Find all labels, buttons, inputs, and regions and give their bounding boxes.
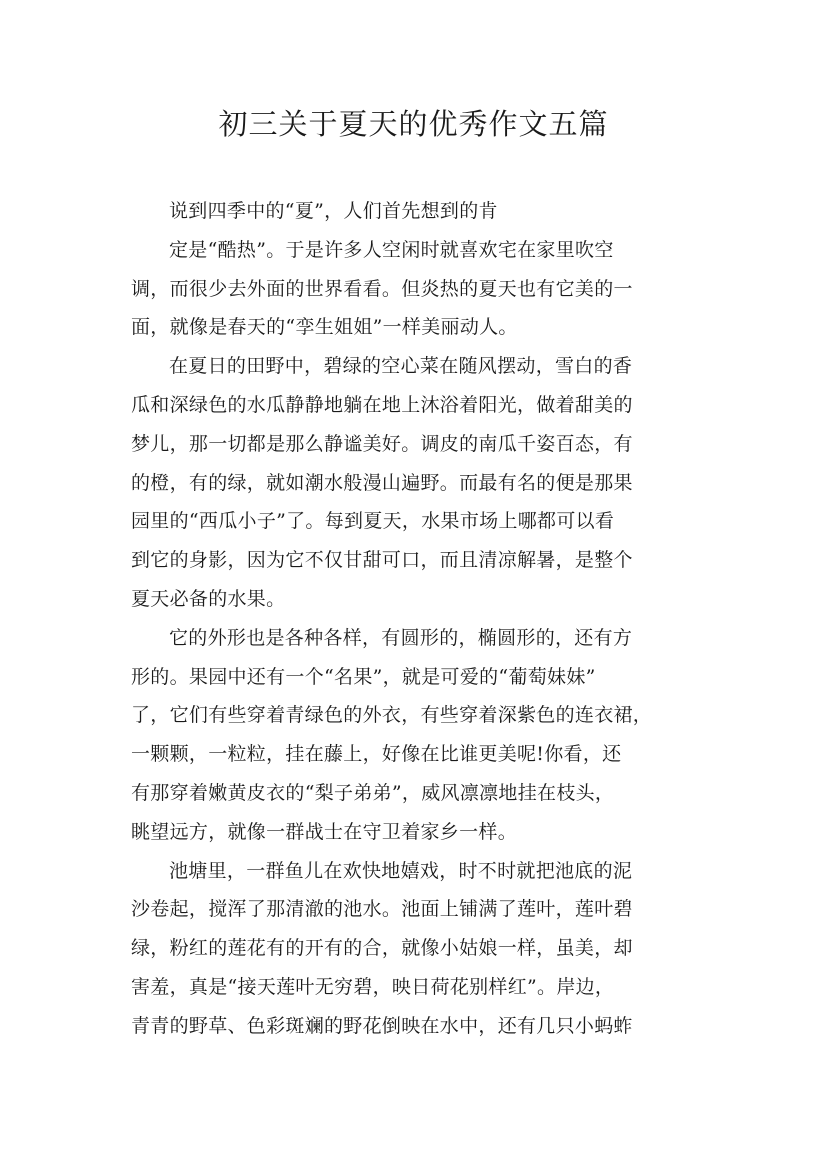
text-line: 瓜和深绿色的水瓜静静地躺在地上沐浴着阳光，做着甜美的 (131, 393, 633, 416)
text-line: 沙卷起，搅浑了那清澈的池水。池面上铺满了莲叶，莲叶碧 (131, 898, 633, 921)
text-line: 面，就像是春天的“孪生姐姐”一样美丽动人。 (131, 316, 518, 339)
text-line: 园里的“西瓜小子”了。每到夏天，水果市场上哪都可以看 (131, 510, 615, 533)
document-body (131, 192, 702, 1046)
text-line: 了，它们有些穿着青绿色的外衣，有些穿着深紫色的连衣裙， (131, 704, 653, 727)
text-line: 梦儿，那一切都是那么静谧美好。调皮的南瓜千姿百态，有 (131, 432, 633, 455)
text-line: 害羞，真是“接天莲叶无穷碧，映日荷花别样红”。岸边， (131, 975, 615, 998)
text-line: 眺望远方，就像一群战士在守卫着家乡一样。 (131, 820, 518, 843)
text-line: 池塘里，一群鱼儿在欢快地嬉戏，时不时就把池底的泥 (169, 859, 633, 882)
text-line: 有那穿着嫩黄皮衣的“梨子弟弟”，威风凛凛地挂在枝头， (131, 781, 615, 804)
text-line: 形的。果园中还有一个“名果”，就是可爱的“葡萄妹妹” (131, 665, 596, 688)
text-line: 定是“酷热”。于是许多人空闲时就喜欢宅在家里吹空 (169, 238, 614, 261)
paragraph (131, 619, 702, 852)
text-line: 在夏日的田野中，碧绿的空心菜在随风摆动，雪白的香 (169, 355, 633, 378)
paragraph (131, 231, 702, 347)
text-line: 调，而很少去外面的世界看看。但炎热的夏天也有它美的一 (131, 277, 633, 300)
text-line: 青青的野草、色彩斑斓的野花倒映在水中，还有几只小蚂蚱 (131, 1014, 633, 1037)
text-line: 一颗颗，一粒粒，挂在藤上，好像在比谁更美呢!你看，还 (131, 743, 622, 766)
text-line: 到它的身影，因为它不仅甘甜可口，而且清凉解暑，是整个 (131, 549, 633, 572)
text-line: 夏天必备的水果。 (131, 587, 286, 610)
paragraph (131, 852, 702, 1046)
text-line: 绿，粉红的莲花有的开有的合，就像小姑娘一样，虽美，却 (131, 937, 633, 960)
text-line: 说到四季中的“夏”，人们首先想到的肯 (169, 200, 498, 222)
text-line: 的橙，有的绿，就如潮水般漫山遍野。而最有名的便是那果 (131, 471, 633, 494)
text-line: 它的外形也是各种各样，有圆形的，椭圆形的，还有方 (169, 626, 633, 649)
document-title: 初三关于夏天的优秀作文五篇 (218, 107, 609, 141)
paragraph (131, 347, 702, 619)
paragraph (131, 192, 702, 231)
